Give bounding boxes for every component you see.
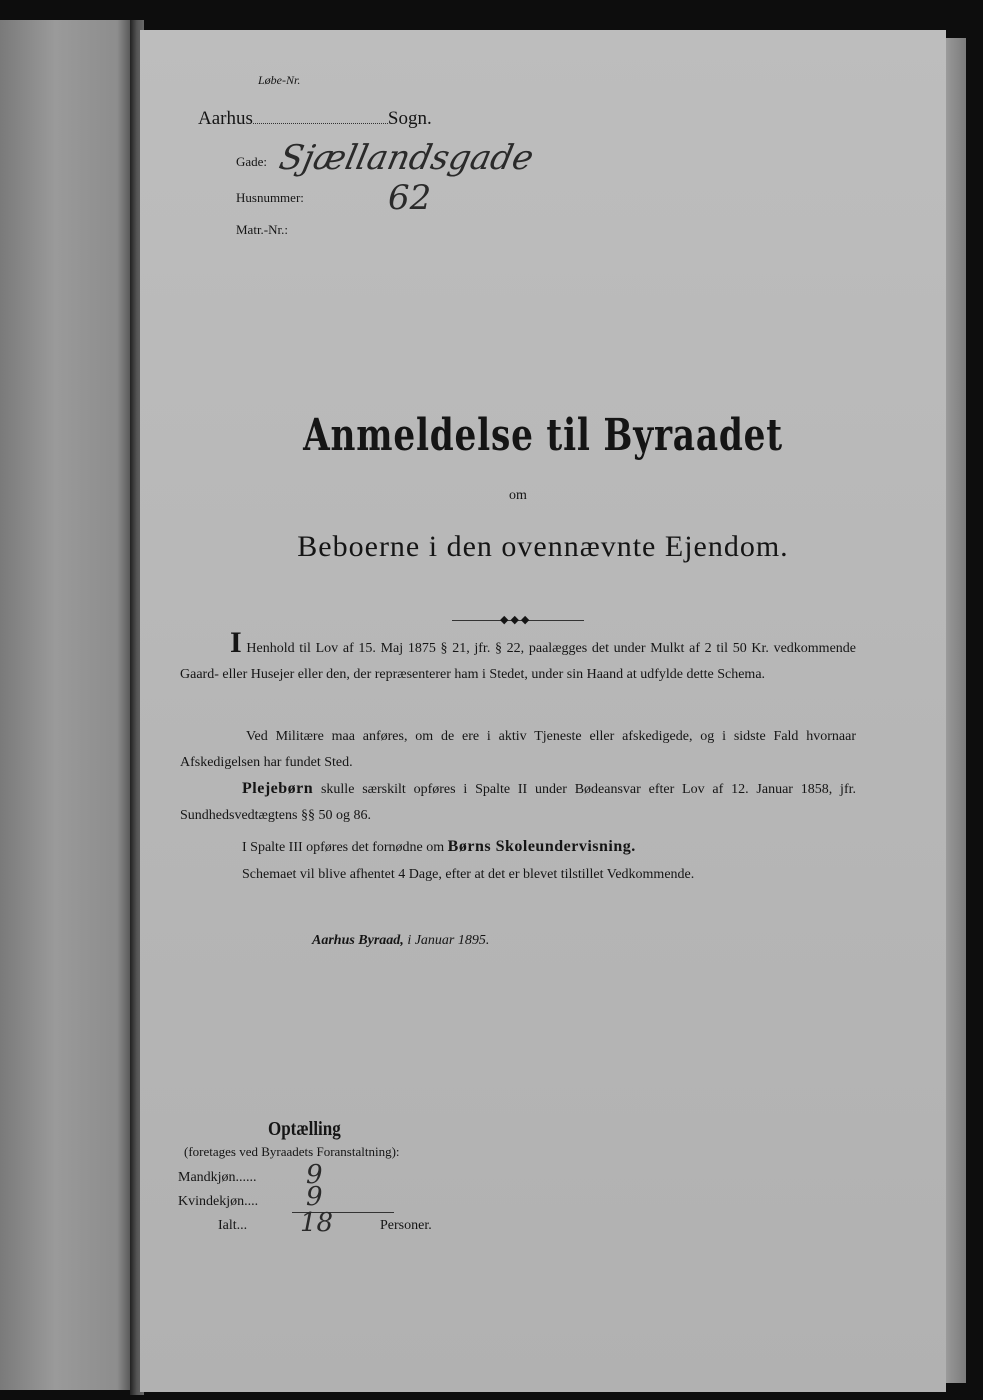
paragraph-3-text: skulle særskilt opføres i Spalte II under Bødeansvar efter Lov af 12. Januar 1858, jfr. Sundhedsvedtægtens §§ 50 og 86. — [180, 782, 857, 823]
issuer-line — [312, 933, 489, 949]
form-page — [140, 30, 946, 1392]
male-label: Mandkjøn...... — [178, 1170, 257, 1185]
issuer-name: Aarhus Byraad, — [312, 933, 404, 948]
persons-label: Personer. — [380, 1218, 432, 1233]
paragraph-1-text: Henhold til Lov af 15. Maj 1875 § 21, jfr. § 22, paalægges det under Mulkt af 2 til 50 Kr. vedkommende Gaard- eller Husejer eller den, der repræsenterer ham i Stedet, under sin Haand at udfylde dette Schema. — [180, 641, 857, 682]
paragraph-4 — [180, 834, 856, 861]
plejeborn-heading: Plejebørn — [242, 780, 314, 797]
drop-initial: I — [230, 626, 242, 659]
paragraph-5: Schemaet vil blive afhentet 4 Dage, efter at det er blevet tilstillet Vedkommende. — [242, 867, 695, 882]
parish-suffix: Sogn. — [387, 108, 432, 129]
female-label: Kvindekjøn.... — [178, 1194, 259, 1209]
total-count: 18 — [300, 1208, 334, 1238]
gade-value: Sjællandsgade — [275, 138, 538, 178]
matr-nr-label: Matr.-Nr.: — [236, 222, 288, 237]
parish-prefix: Aarhus — [198, 108, 253, 129]
count-title: Optælling — [268, 1118, 341, 1140]
document-subtitle: Beboerne i den ovennævnte Ejendom. — [297, 530, 789, 563]
parish-line — [198, 108, 432, 130]
male-count: 9 — [306, 1160, 323, 1190]
rule-ornament-icon: ◆◆◆ — [500, 614, 532, 626]
skoleundervisning-heading: Børns Skoleundervisning. — [447, 838, 636, 855]
paragraph-3 — [180, 776, 856, 829]
document-title: Anmeldelse til Byraadet — [303, 410, 783, 461]
paragraph-4-text: I Spalte III opføres det fornødne om — [242, 840, 445, 855]
gade-label: Gade: — [236, 154, 268, 169]
title-connector: om — [509, 488, 527, 503]
issue-date: i Januar 1895. — [407, 933, 490, 948]
husnummer-value: 62 — [388, 178, 432, 218]
paragraph-2: Ved Militære maa anføres, om de ere i aktiv Tjeneste eller afskedigede, og i sidste Fald hvornaar Afskedigelsen har fundet Sted. — [180, 729, 856, 770]
female-count: 9 — [306, 1182, 323, 1212]
total-label: Ialt... — [218, 1218, 248, 1233]
paragraph-1 — [180, 626, 857, 688]
left-page — [0, 20, 138, 1390]
lobe-nr-label: Løbe-Nr. — [258, 73, 301, 87]
husnummer-label: Husnummer: — [236, 190, 304, 205]
parish-blank — [253, 123, 388, 124]
count-subtitle: (foretages ved Byraadets Foranstaltning): — [184, 1144, 400, 1159]
